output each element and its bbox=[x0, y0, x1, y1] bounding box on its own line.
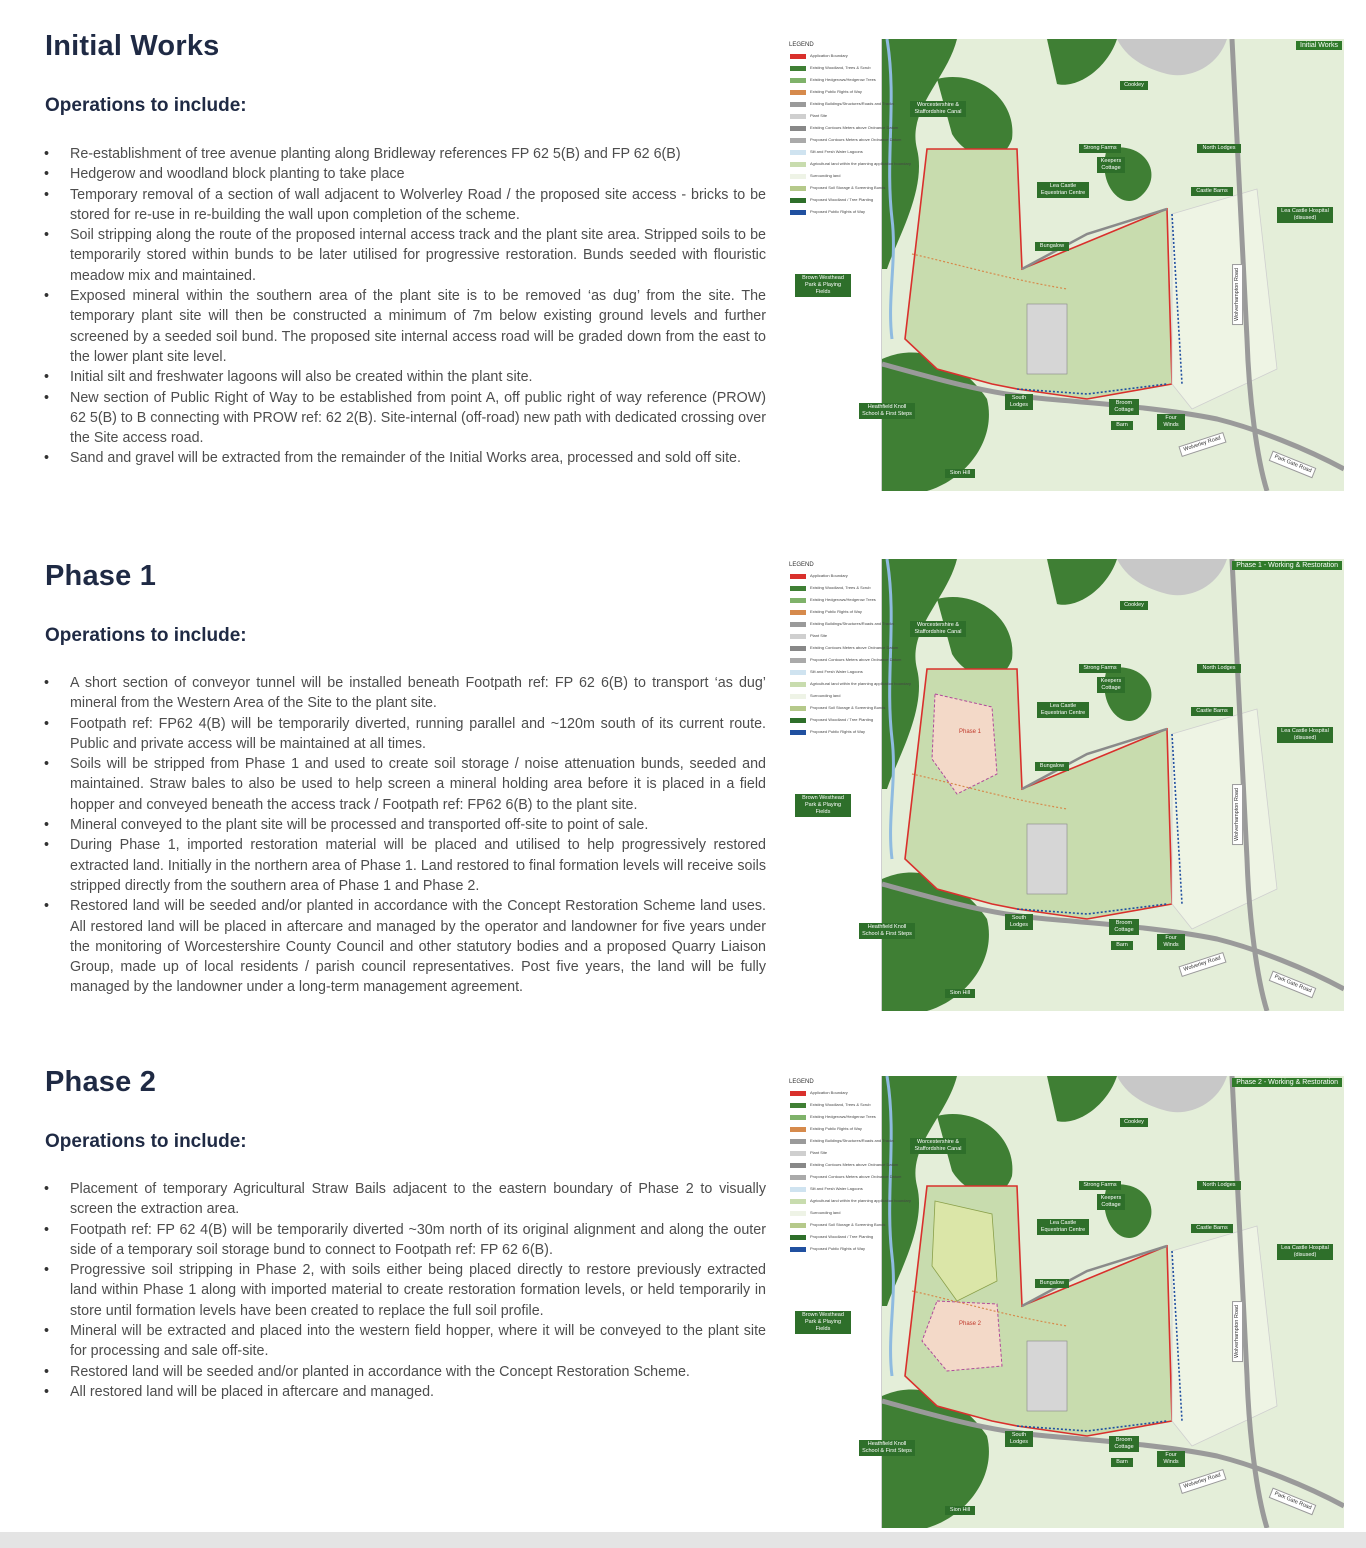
legend-label: Existing Buildings/Structures/Roads and Tracks bbox=[810, 1138, 895, 1143]
plant-site bbox=[1027, 304, 1067, 374]
legend-label: Silt and Fresh Water Lagoons bbox=[810, 1186, 863, 1191]
list-item: • Exposed mineral within the southern area of the plant site is to be removed ‘as dug’ from the site. The temporary plant site will then be constructed a minimum of 7m below existing ground levels and further screened by a seeded soil bund. The proposed site internal access road will be graded down from the east to the lower plant site level. bbox=[44, 286, 766, 367]
legend-item bbox=[790, 609, 880, 616]
legend-item bbox=[790, 1162, 899, 1169]
legend-label: Existing Contours Meters above Ordnance Datum bbox=[810, 125, 899, 130]
legend-swatch bbox=[790, 610, 806, 615]
legend-swatch bbox=[790, 102, 806, 107]
legend-label: Plant Site bbox=[810, 1150, 828, 1155]
legend-swatch bbox=[790, 186, 806, 191]
place-label: Lea Castle Equestrian Centre bbox=[1037, 702, 1089, 718]
place-label: Four Winds bbox=[1157, 934, 1185, 950]
place-label: Keepers Cottage bbox=[1097, 677, 1125, 693]
legend-label: Proposed Public Rights of Way bbox=[810, 209, 865, 214]
legend-swatch bbox=[790, 730, 806, 735]
list-item: • New section of Public Right of Way to be established from point A, off public right of way reference (PROW) 62 5(B) to B connecting with PROW ref: 62 2(B). Site-internal (off-road) new path with dedicated crossing over the Site access road. bbox=[44, 388, 766, 449]
legend-item bbox=[790, 693, 880, 700]
place-label: South Lodges bbox=[1005, 1431, 1033, 1447]
place-label: North Lodges bbox=[1197, 144, 1241, 153]
legend-item bbox=[790, 1150, 880, 1157]
page-bottom-edge bbox=[0, 1532, 1366, 1548]
section-subtitle: Operations to include: bbox=[45, 625, 247, 646]
legend-label: Existing Woodland, Trees & Scrub bbox=[810, 65, 871, 70]
list-item: • Placement of temporary Agricultural Straw Bails adjacent to the eastern boundary of Phase 2 to visually screen the extraction area. bbox=[44, 1179, 766, 1220]
place-label: Castle Barns bbox=[1191, 1224, 1233, 1233]
section-title: Phase 1 bbox=[45, 560, 157, 592]
legend-label: Agricultural land within the planning application boundary bbox=[810, 681, 911, 686]
road-label: Wolverhampton Road bbox=[1232, 1301, 1243, 1362]
legend-item bbox=[790, 573, 880, 580]
legend-item bbox=[790, 1234, 880, 1241]
place-label: Four Winds bbox=[1157, 414, 1185, 430]
road-label: Wolverhampton Road bbox=[1232, 784, 1243, 845]
place-label: South Lodges bbox=[1005, 914, 1033, 930]
legend-item bbox=[790, 585, 880, 592]
list-item: • Hedgerow and woodland block planting to take place bbox=[44, 164, 766, 184]
legend-swatch bbox=[790, 1247, 806, 1252]
legend-label: Application Boundary bbox=[810, 573, 848, 578]
legend-swatch bbox=[790, 54, 806, 59]
legend-item bbox=[790, 1090, 880, 1097]
legend-item bbox=[790, 597, 880, 604]
place-label: Broom Cottage bbox=[1109, 399, 1139, 415]
legend-swatch bbox=[790, 658, 806, 663]
legend-label: Application Boundary bbox=[810, 53, 848, 58]
section-title: Initial Works bbox=[45, 30, 220, 62]
place-label: Lea Castle Equestrian Centre bbox=[1037, 1219, 1089, 1235]
legend-swatch bbox=[790, 1127, 806, 1132]
legend-item bbox=[790, 137, 902, 144]
legend-title: LEGEND bbox=[789, 42, 814, 48]
legend-label: Existing Public Rights of Way bbox=[810, 1126, 862, 1131]
legend-title: LEGEND bbox=[789, 562, 814, 568]
legend-label: Proposed Soil Storage & Screening Bunds bbox=[810, 1222, 886, 1227]
plant-site bbox=[1027, 824, 1067, 894]
place-label: Strong Farms bbox=[1079, 144, 1121, 153]
legend-label: Surrounding land bbox=[810, 1210, 841, 1215]
list-item: • Restored land will be seeded and/or planted in accordance with the Concept Restoration Scheme land uses. All restored land will be placed in aftercare and managed by the operator and landowner for five years under the monitoring of Worcestershire County Council and other statutory bodies and a proposed Quarry Liaison Group, made up of local residents / parish council representatives. Post five years, the land will be fully managed by the landowner under a long-term management agreement. bbox=[44, 896, 766, 997]
road-label: Park Gate Road bbox=[1269, 1488, 1317, 1516]
legend-title: LEGEND bbox=[789, 1079, 814, 1085]
legend-swatch bbox=[790, 622, 806, 627]
place-label: Broom Cottage bbox=[1109, 1436, 1139, 1452]
road-label: Park Gate Road bbox=[1269, 451, 1317, 479]
road-label: Park Gate Road bbox=[1269, 971, 1317, 999]
legend-label: Proposed Contours Meters above Ordnance Datum bbox=[810, 1174, 902, 1179]
site-map bbox=[787, 1076, 1344, 1528]
legend-swatch bbox=[790, 682, 806, 687]
road-label: Wolverley Road bbox=[1178, 432, 1226, 457]
legend-item bbox=[790, 1138, 895, 1145]
place-label: Keepers Cottage bbox=[1097, 1194, 1125, 1210]
place-label: Strong Farms bbox=[1079, 664, 1121, 673]
legend-swatch bbox=[790, 78, 806, 83]
place-label: North Lodges bbox=[1197, 1181, 1241, 1190]
legend-label: Existing Contours Meters above Ordnance Datum bbox=[810, 1162, 899, 1167]
legend-swatch bbox=[790, 586, 806, 591]
list-item: • Mineral will be extracted and placed into the western field hopper, where it will be conveyed to the plant site for processing and sale off-site. bbox=[44, 1321, 766, 1362]
legend-swatch bbox=[790, 1235, 806, 1240]
legend-label: Existing Hedgerows/Hedgerow Trees bbox=[810, 77, 876, 82]
map-title: Initial Works bbox=[1296, 41, 1342, 50]
legend-label: Surrounding land bbox=[810, 693, 841, 698]
place-label: Castle Barns bbox=[1191, 707, 1233, 716]
list-item: • Sand and gravel will be extracted from the remainder of the Initial Works area, processed and sold off site. bbox=[44, 448, 766, 468]
phase-label: Phase 1 bbox=[959, 729, 982, 735]
legend-label: Agricultural land within the planning application boundary bbox=[810, 161, 911, 166]
place-label: Bungalow bbox=[1035, 1279, 1069, 1288]
place-label: Sion Hill bbox=[945, 1506, 975, 1515]
legend-item bbox=[790, 717, 880, 724]
place-label: Heathfield Knoll School & First Steps bbox=[859, 923, 915, 939]
section-title: Phase 2 bbox=[45, 1066, 157, 1098]
legend-item bbox=[790, 101, 895, 108]
legend-swatch bbox=[790, 162, 806, 167]
legend-swatch bbox=[790, 1151, 806, 1156]
legend-item bbox=[790, 1102, 880, 1109]
legend-label: Proposed Contours Meters above Ordnance Datum bbox=[810, 137, 902, 142]
legend-label: Existing Buildings/Structures/Roads and Tracks bbox=[810, 101, 895, 106]
legend-label: Plant Site bbox=[810, 113, 828, 118]
legend-item bbox=[790, 1186, 880, 1193]
legend-label: Silt and Fresh Water Lagoons bbox=[810, 149, 863, 154]
legend-swatch bbox=[790, 1187, 806, 1192]
place-label: Worcestershire & Staffordshire Canal bbox=[910, 101, 966, 117]
list-item: • During Phase 1, imported restoration material will be placed and utilised to help progressively restored extracted land. Initially in the northern area of Phase 1. Land restored to final formation levels will receive soils stripped directly from the southern area of Phase 1 and Phase 2. bbox=[44, 835, 766, 896]
list-item: • Soils will be stripped from Phase 1 and used to create soil storage / noise attenuation bunds, seeded and maintained. Straw bales to also be used to help screen a mineral holding area before it is placed in a field hopper and conveyed beneath the access track / Footpath ref: FP62 6(B) to the plant site. bbox=[44, 754, 766, 815]
legend-swatch bbox=[790, 90, 806, 95]
legend-label: Existing Hedgerows/Hedgerow Trees bbox=[810, 597, 876, 602]
legend-item bbox=[790, 1126, 880, 1133]
legend-label: Proposed Soil Storage & Screening Bunds bbox=[810, 185, 886, 190]
list-item: • Footpath ref: FP62 4(B) will be temporarily diverted, running parallel and ~120m south of its current route. Public and private access will be maintained at all times. bbox=[44, 714, 766, 755]
legend-item bbox=[790, 113, 880, 120]
legend-item bbox=[790, 1222, 886, 1229]
legend-swatch bbox=[790, 598, 806, 603]
place-label: Barn bbox=[1111, 1458, 1133, 1467]
legend-label: Silt and Fresh Water Lagoons bbox=[810, 669, 863, 674]
legend-label: Proposed Public Rights of Way bbox=[810, 729, 865, 734]
place-label: Cookley bbox=[1120, 81, 1148, 90]
legend-item bbox=[790, 185, 886, 192]
legend-swatch bbox=[790, 634, 806, 639]
legend-label: Existing Woodland, Trees & Scrub bbox=[810, 1102, 871, 1107]
place-label: Cookley bbox=[1120, 601, 1148, 610]
section-subtitle: Operations to include: bbox=[45, 1131, 247, 1152]
legend-item bbox=[790, 681, 911, 688]
road-label: Wolverley Road bbox=[1178, 952, 1226, 977]
legend-item bbox=[790, 53, 880, 60]
legend-item bbox=[790, 621, 895, 628]
legend-item bbox=[790, 645, 899, 652]
legend-label: Proposed Woodland / Tree Planting bbox=[810, 717, 874, 722]
legend-swatch bbox=[790, 670, 806, 675]
legend-swatch bbox=[790, 1091, 806, 1096]
place-label: Worcestershire & Staffordshire Canal bbox=[910, 621, 966, 637]
place-label: Bungalow bbox=[1035, 762, 1069, 771]
place-label: Brown Westhead Park & Playing Fields bbox=[795, 274, 851, 297]
legend-item bbox=[790, 209, 880, 216]
legend-swatch bbox=[790, 646, 806, 651]
legend-label: Existing Public Rights of Way bbox=[810, 89, 862, 94]
legend-swatch bbox=[790, 126, 806, 131]
legend-item bbox=[790, 657, 902, 664]
place-label: South Lodges bbox=[1005, 394, 1033, 410]
list-item: • A short section of conveyor tunnel will be installed beneath Footpath ref: FP 62 6(B) to transport ‘as dug’ mineral from the Western Area of the Site to the plant site. bbox=[44, 673, 766, 714]
place-label: Lea Castle Equestrian Centre bbox=[1037, 182, 1089, 198]
legend-swatch bbox=[790, 114, 806, 119]
legend-swatch bbox=[790, 210, 806, 215]
legend-item bbox=[790, 1174, 902, 1181]
legend-swatch bbox=[790, 150, 806, 155]
legend-swatch bbox=[790, 706, 806, 711]
legend-swatch bbox=[790, 1199, 806, 1204]
place-label: Strong Farms bbox=[1079, 1181, 1121, 1190]
legend-swatch bbox=[790, 198, 806, 203]
legend-swatch bbox=[790, 694, 806, 699]
place-label: North Lodges bbox=[1197, 664, 1241, 673]
list-item: • Footpath ref: FP 62 4(B) will be temporarily diverted ~30m north of its original alignment and along the outer side of a temporary soil storage bund to connect to Footpath ref: FP 62 6(B). bbox=[44, 1220, 766, 1261]
legend-item bbox=[790, 633, 880, 640]
legend-label: Proposed Public Rights of Way bbox=[810, 1246, 865, 1251]
legend-item bbox=[790, 1198, 911, 1205]
legend-label: Surrounding land bbox=[810, 173, 841, 178]
list-item: • All restored land will be placed in aftercare and managed. bbox=[44, 1382, 766, 1402]
place-label: Barn bbox=[1111, 421, 1133, 430]
section-subtitle: Operations to include: bbox=[45, 95, 247, 116]
road-label: Wolverhampton Road bbox=[1232, 264, 1243, 325]
legend-swatch bbox=[790, 574, 806, 579]
legend-swatch bbox=[790, 1211, 806, 1216]
legend-swatch bbox=[790, 1103, 806, 1108]
legend-label: Existing Public Rights of Way bbox=[810, 609, 862, 614]
list-item: • Progressive soil stripping in Phase 2, with soils either being placed directly to restore previously extracted land within Phase 1 along with imported material to create restoration formation levels, or held temporarily in store until formation levels have been created to replace the full soil profile. bbox=[44, 1260, 766, 1321]
road-label: Wolverley Road bbox=[1178, 1469, 1226, 1494]
legend-label: Existing Woodland, Trees & Scrub bbox=[810, 585, 871, 590]
list-item: • Mineral conveyed to the plant site will be processed and transported off-site to point of sale. bbox=[44, 815, 766, 835]
plant-site bbox=[1027, 1341, 1067, 1411]
operations-list bbox=[44, 1179, 766, 1402]
legend-swatch bbox=[790, 1175, 806, 1180]
site-map bbox=[787, 39, 1344, 491]
place-label: Broom Cottage bbox=[1109, 919, 1139, 935]
legend-label: Agricultural land within the planning application boundary bbox=[810, 1198, 911, 1203]
place-label: Brown Westhead Park & Playing Fields bbox=[795, 794, 851, 817]
legend-item bbox=[790, 125, 899, 132]
legend-swatch bbox=[790, 1139, 806, 1144]
legend-swatch bbox=[790, 138, 806, 143]
legend-item bbox=[790, 149, 880, 156]
legend-item bbox=[790, 173, 880, 180]
map-title: Phase 1 - Working & Restoration bbox=[1232, 561, 1342, 570]
list-item: • Re-establishment of tree avenue planting along Bridleway references FP 62 5(B) and FP 62 6(B) bbox=[44, 144, 766, 164]
place-label: Heathfield Knoll School & First Steps bbox=[859, 403, 915, 419]
legend-item bbox=[790, 65, 880, 72]
legend-swatch bbox=[790, 174, 806, 179]
phase-label: Phase 2 bbox=[959, 1321, 982, 1327]
place-label: Sion Hill bbox=[945, 469, 975, 478]
legend-label: Plant Site bbox=[810, 633, 828, 638]
place-label: Lea Castle Hospital (disused) bbox=[1277, 207, 1333, 223]
legend-item bbox=[790, 1246, 880, 1253]
legend-item bbox=[790, 197, 880, 204]
place-label: Keepers Cottage bbox=[1097, 157, 1125, 173]
place-label: Brown Westhead Park & Playing Fields bbox=[795, 1311, 851, 1334]
legend-item bbox=[790, 669, 880, 676]
place-label: Lea Castle Hospital (disused) bbox=[1277, 1244, 1333, 1260]
place-label: Lea Castle Hospital (disused) bbox=[1277, 727, 1333, 743]
legend-item bbox=[790, 77, 880, 84]
map-title: Phase 2 - Working & Restoration bbox=[1232, 1078, 1342, 1087]
list-item: • Restored land will be seeded and/or planted in accordance with the Concept Restoration Scheme. bbox=[44, 1362, 766, 1382]
place-label: Barn bbox=[1111, 941, 1133, 950]
legend-label: Proposed Woodland / Tree Planting bbox=[810, 197, 874, 202]
legend-swatch bbox=[790, 718, 806, 723]
operations-list bbox=[44, 673, 766, 998]
legend-label: Existing Contours Meters above Ordnance Datum bbox=[810, 645, 899, 650]
legend-item bbox=[790, 89, 880, 96]
place-label: Sion Hill bbox=[945, 989, 975, 998]
legend-swatch bbox=[790, 1115, 806, 1120]
legend-label: Proposed Contours Meters above Ordnance Datum bbox=[810, 657, 902, 662]
legend-item bbox=[790, 161, 911, 168]
operations-list bbox=[44, 144, 766, 469]
legend-swatch bbox=[790, 1223, 806, 1228]
legend-label: Proposed Soil Storage & Screening Bunds bbox=[810, 705, 886, 710]
legend-swatch bbox=[790, 66, 806, 71]
place-label: Four Winds bbox=[1157, 1451, 1185, 1467]
place-label: Cookley bbox=[1120, 1118, 1148, 1127]
legend-swatch bbox=[790, 1163, 806, 1168]
place-label: Bungalow bbox=[1035, 242, 1069, 251]
place-label: Worcestershire & Staffordshire Canal bbox=[910, 1138, 966, 1154]
list-item: • Soil stripping along the route of the proposed internal access track and the plant site area. Stripped soils to be temporarily stored within bunds to be later utilised for progressive restoration. Bunds seeded with flouristic meadow mix and maintained. bbox=[44, 225, 766, 286]
legend-label: Existing Buildings/Structures/Roads and Tracks bbox=[810, 621, 895, 626]
list-item: • Temporary removal of a section of wall adjacent to Wolverley Road / the proposed site access - bricks to be stored for re-use in re-building the wall upon completion of the scheme. bbox=[44, 185, 766, 226]
legend-label: Existing Hedgerows/Hedgerow Trees bbox=[810, 1114, 876, 1119]
legend-item bbox=[790, 705, 886, 712]
legend-label: Proposed Woodland / Tree Planting bbox=[810, 1234, 874, 1239]
legend-item bbox=[790, 729, 880, 736]
legend-item bbox=[790, 1114, 880, 1121]
place-label: Heathfield Knoll School & First Steps bbox=[859, 1440, 915, 1456]
legend-item bbox=[790, 1210, 880, 1217]
legend-label: Application Boundary bbox=[810, 1090, 848, 1095]
place-label: Castle Barns bbox=[1191, 187, 1233, 196]
list-item: • Initial silt and freshwater lagoons will also be created within the plant site. bbox=[44, 367, 766, 387]
site-map bbox=[787, 559, 1344, 1011]
